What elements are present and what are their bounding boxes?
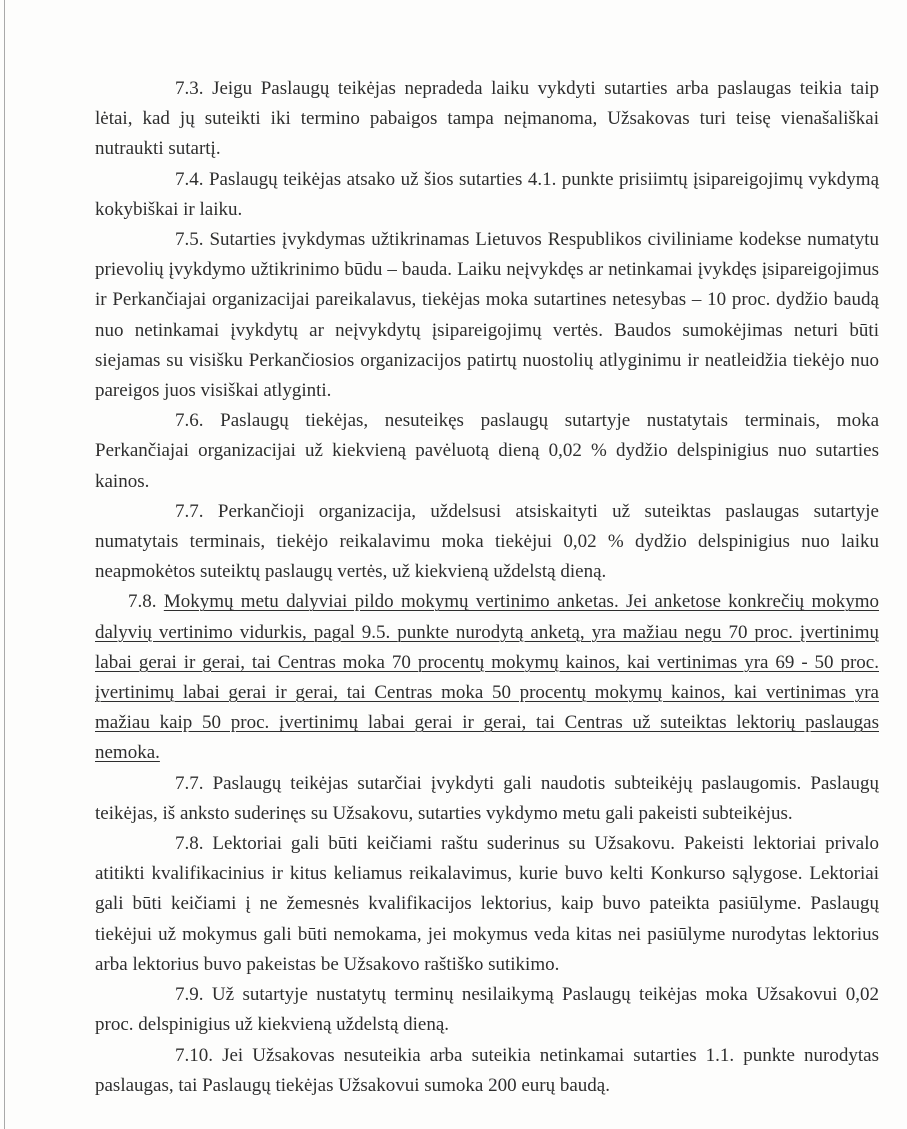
clause-number: 7.6. — [175, 410, 204, 432]
clause-number: 7.3. — [175, 78, 204, 99]
clause-number: 7.10. — [175, 1044, 213, 1066]
clause-text: Paslaugų teikėjas atsako už šios sutarties 4.1. punkte prisiimtų įsipareigojimų vykdymą kokybiškai ir laiku. — [95, 168, 880, 220]
clause-number: 7.5. — [175, 229, 204, 251]
paragraph-7-7-duplicate — [95, 769, 879, 829]
clause-text-underlined: Mokymų metu dalyviai pildo mokymų vertinimo anketas. Jei anketose konkrečių mokymo dalyvių vertinimo vidurkis, pagal 9.5. punkte nurodytą anketą, yra mažiau negu 70 proc. įvertinimų labai gerai ir gerai, tai Centras moka 70 procentų mokymų kainos, kai vertinimas yra 69 - 50 proc. įvertinimų labai gerai ir gerai, tai Centras moka 50 procentų mokymų kainos, kai vertinimas yra mažiau kaip 50 proc. įvertinimų labai gerai ir gerai, tai Centras už suteiktas lektorių paslaugas nemoka. — [95, 591, 880, 764]
paragraph-7-4 — [95, 165, 879, 225]
clause-text: Paslaugų teikėjas sutarčiai įvykdyti gali naudotis subteikėjų paslaugomis. Paslaugų teikėjas, iš anksto suderinęs su Užsakovu, sutarties vykdymo metu gali pakeisti subteikėjus. — [95, 772, 879, 824]
paragraph-7-5 — [95, 225, 879, 406]
paragraph-7-6 — [95, 406, 879, 497]
clause-text: Už sutartyje nustatytų terminų nesilaikymą Paslaugų teikėjas moka Užsakovui 0,02 proc. delspinigius už kiekvieną uždelstą dieną. — [95, 984, 879, 1036]
clause-number: 7.4. — [175, 168, 204, 190]
paragraph-7-3 — [95, 74, 879, 165]
clause-text: Jei Užsakovas nesuteikia arba suteikia netinkamai sutarties 1.1. punkte nurodytas paslaugas, tai Paslaugų tiekėjas Užsakovui sumoka 200 eurų baudą. — [95, 1044, 879, 1096]
clause-text: Sutarties įvykdymas užtikrinamas Lietuvos Respublikos civiliniame kodekse numatytu prievolių įvykdymo užtikrinimo būdu – bauda. Laiku neįvykdęs ar netinkamai įvykdęs įsipareigojimus ir Perkančiajai organizacijai pareikalavus, tiekėjas moka sutartines netesybas – 10 proc. dydžio baudą nuo netinkamai įvykdytų ar neįvykdytų įsipareigojimų vertės. Baudos sumokėjimas neturi būti siejamas su visišku Perkančiosios organizacijos patirtų nuostolių atlyginimu ir neatleidžia tiekėjo nuo pareigos juos visiškai atlyginti. — [95, 229, 879, 402]
paragraph-7-10 — [95, 1041, 879, 1101]
paragraph-7-7 — [95, 497, 879, 588]
scan-edge-line — [4, 0, 5, 1129]
clause-number: 7.7. — [175, 500, 204, 522]
paragraph-7-8-underlined — [95, 587, 879, 768]
clause-text: Paslaugų tiekėjas, nesuteikęs paslaugų sutartyje nustatytais terminais, moka Perkančiajai organizacijai už kiekvieną pavėluotą dieną 0,02 % dydžio delspinigius nuo sutarties kainos. — [95, 410, 879, 492]
clause-text: Perkančioji organizacija, uždelsusi atsiskaityti už suteiktas paslaugas sutartyje numatytais terminais, tiekėjo reikalavimu moka tiekėjui 0,02 % dydžio delspinigius nuo laiku neapmokėtos suteiktų paslaugų vertės, už kiekvieną uždelstą dieną. — [95, 500, 879, 583]
document-page — [95, 74, 879, 1101]
clause-text: Jeigu Paslaugų teikėjas nepradeda laiku vykdyti sutarties arba paslaugas teikia taip lėtai, kad jų suteikti iki termino pabaigos tampa neįmanoma, Užsakovas turi teisę vienašališkai nutraukti sutartį. — [95, 78, 880, 160]
clause-text: Lektoriai gali būti keičiami raštu suderinus su Užsakovu. Pakeisti lektoriai privalo atitikti kvalifikacinius ir kitus keliamus reikalavimus, kurie buvo kelti Konkurso sąlygose. Lektoriai gali būti keičiami į ne žemesnės kvalifikacijos lektorius, kaip buvo pateikta pasiūlyme. Paslaugų tiekėjui už mokymus gali būti nemokama, jei mokymus veda kitas nei pasiūlyme nurodytas lektorius arba lektorius buvo pakeistas be Užsakovo raštiško sutikimo. — [95, 833, 880, 975]
clause-number: 7.7. — [175, 772, 204, 794]
clause-number: 7.9. — [175, 984, 204, 1006]
paragraph-7-9 — [95, 980, 879, 1040]
paragraph-7-8-duplicate — [95, 829, 879, 980]
clause-number: 7.8. — [175, 833, 204, 855]
clause-number: 7.8. — [128, 591, 157, 613]
